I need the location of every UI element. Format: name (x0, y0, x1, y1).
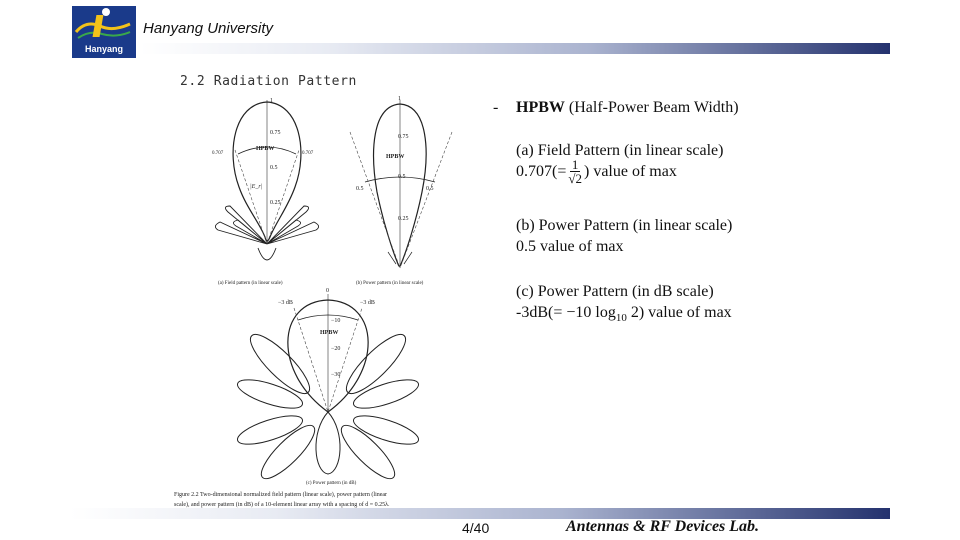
c-tick: −10 (331, 318, 341, 324)
c-value-prefix: -3dB(= −10 log (516, 304, 616, 321)
b-tick: 0.25 (398, 216, 409, 222)
db-pattern-label: (c) Power Pattern (in dB scale) (516, 283, 714, 300)
sqrt-fraction (568, 158, 582, 185)
field-pattern-plot (212, 98, 319, 286)
field-pattern-value (516, 158, 677, 185)
power-pattern-label: (b) Power Pattern (in linear scale) (516, 217, 733, 234)
a-tick: 0.75 (270, 130, 281, 136)
a-point-label: 0.707 (212, 151, 224, 156)
log-base: 10 (615, 312, 627, 325)
b-tick: 0.5 (398, 174, 406, 180)
hpbw-heading (516, 99, 739, 117)
c-3db-label: −3 dB (278, 300, 293, 306)
hpbw-bold: HPBW (516, 99, 565, 116)
radiation-pattern-figure (174, 92, 485, 512)
a-tick: 0.5 (270, 165, 278, 171)
c-value-suffix: 2) value of max (626, 304, 732, 321)
fraction-denominator: √2 (568, 171, 582, 186)
a-value-prefix: 0.707(= (516, 162, 567, 180)
a-tick: 0.25 (270, 200, 281, 206)
b-half-label: 0.5 (356, 186, 364, 192)
page-number: 4/40 (462, 520, 490, 536)
logo-text: Hanyang (84, 44, 124, 54)
a-ef-label: |E_r| (250, 184, 263, 190)
a-caption: (a) Field pattern (in linear scale) (218, 281, 283, 286)
hpbw-rest: (Half-Power Beam Width) (564, 99, 739, 116)
b-caption: (b) Power pattern (in linear scale) (356, 281, 424, 286)
b-tick: 1 (398, 96, 401, 102)
university-name: Hanyang University (143, 20, 274, 37)
c-caption: (c) Power pattern (in dB) (306, 481, 357, 486)
c-hpbw-label: HPBW (320, 330, 339, 336)
lab-name: Antennas & RF Devices Lab. (566, 518, 760, 535)
power-pattern-plot (350, 96, 452, 286)
a-point-label: 0.707 (302, 151, 314, 156)
b-half-label: 0.5 (426, 186, 434, 192)
section-title: 2.2 Radiation Pattern (180, 74, 357, 89)
a-tick: 1 (270, 98, 273, 104)
b-tick: 0.75 (398, 134, 409, 140)
fraction-numerator: 1 (571, 157, 579, 172)
b-hpbw-label: HPBW (386, 154, 405, 160)
c-3db-label: −3 dB (360, 300, 375, 306)
bullet-dash: - (493, 99, 499, 116)
figure-caption: Figure 2.2 Two-dimensional normalized field pattern (linear scale), power pattern (linear (174, 492, 388, 498)
db-pattern-value (516, 304, 732, 324)
db-pattern-plot (235, 288, 422, 486)
a-hpbw-label: HPBW (256, 146, 275, 152)
field-pattern-label: (a) Field Pattern (in linear scale) (516, 142, 724, 159)
footer-bar (70, 508, 890, 519)
header-bar (140, 43, 890, 54)
figure-caption: scale), and power pattern (in dB) of a 10-element linear array with a spacing of d = 0.25λ. (174, 502, 390, 508)
c-tick: −20 (331, 346, 341, 352)
c-tick: −30 (331, 372, 341, 378)
c-tick: 0 (326, 288, 329, 294)
hanyang-logo (72, 6, 136, 58)
a-value-suffix: ) value of max (584, 162, 677, 180)
power-pattern-value: 0.5 value of max (516, 238, 624, 255)
